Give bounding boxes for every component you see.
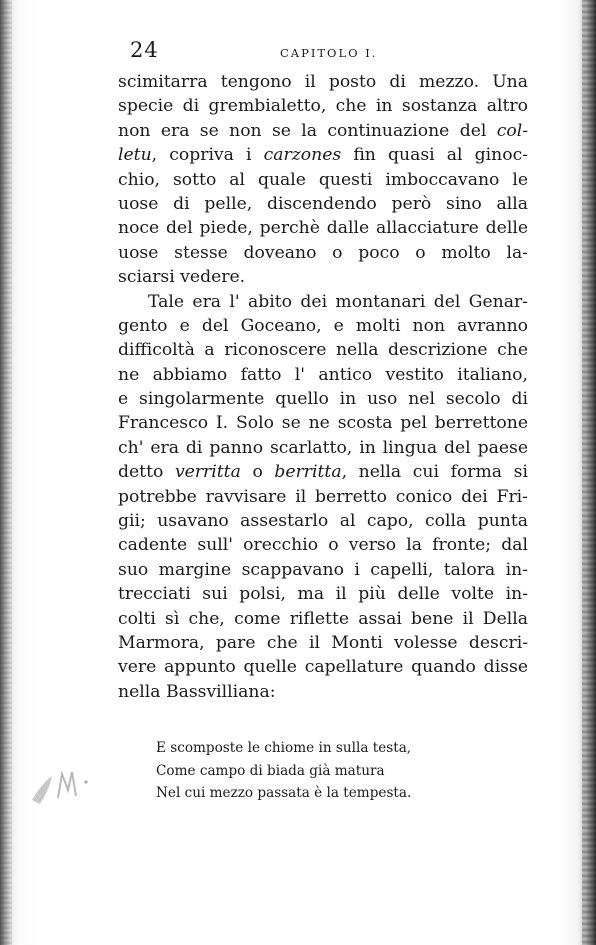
- verse-line: Come campo di biada già matura: [156, 762, 385, 779]
- text-line: [118, 119, 528, 143]
- text-line: Marmora, pare che il Monti volesse descri-: [118, 632, 528, 653]
- body-text: [118, 70, 528, 704]
- text-line: uose stesse doveano o poco o molto la-: [118, 242, 528, 263]
- ink-smudge: [28, 760, 98, 810]
- text-line: e singolarmente quello in uso nel secolo di: [118, 389, 528, 410]
- italic-term: berritta: [274, 462, 342, 483]
- text-fragment: o: [240, 462, 275, 483]
- italic-term: verritta: [174, 462, 241, 483]
- verse-line: E scomposte le chiome in sulla testa,: [156, 740, 412, 756]
- text-line: difficoltà a riconoscere nella descrizione che: [118, 340, 528, 361]
- italic-term: col-: [496, 120, 528, 141]
- text-line: nella Bassvilliana:: [118, 681, 276, 702]
- text-line: ne abbiamo fatto l' antico vestito italiano,: [118, 364, 528, 385]
- text-line: trecciati sui polsi, ma il più delle volte in-: [118, 584, 528, 605]
- italic-term: letu: [118, 145, 152, 166]
- text-fragment: non era se non se la continuazione del: [118, 120, 497, 141]
- text-line: cadente sull' orecchio o verso la fronte; dal: [118, 535, 528, 556]
- verse-line: Nel cui mezzo passata è la tempesta.: [156, 785, 412, 801]
- text-line: sciarsi vedere.: [118, 267, 246, 288]
- page-edge-right: [582, 0, 596, 945]
- text-line: vere appunto quelle capellature quando disse: [118, 657, 528, 678]
- italic-term: carzones: [263, 145, 342, 166]
- page-edge-left: [0, 0, 12, 945]
- text-line: noce del piede, perchè dalle allacciature delle: [118, 218, 528, 239]
- page-number: 24: [130, 38, 159, 62]
- text-line: uose di pelle, discendendo però sino alla: [118, 193, 528, 214]
- text-line: Francesco I. Solo se ne scosta pel berrettone: [118, 413, 528, 434]
- text-line: colti sì che, come riflette assai bene il Della: [118, 608, 528, 629]
- page-header: [130, 38, 530, 62]
- verse-quotation: [156, 737, 456, 805]
- running-head: CAPITOLO I.: [280, 46, 378, 60]
- text-line: chio, sotto al quale questi imboccavano le: [118, 169, 528, 190]
- text-line: gento e del Goceano, e molti non avranno: [118, 315, 528, 336]
- text-line: specie di grembialetto, che in sostanza altro: [118, 96, 528, 117]
- text-line: [118, 143, 528, 167]
- text-line: suo margine scappavano i capelli, talora in-: [118, 559, 528, 580]
- text-line: potrebbe ravvisare il berretto conico dei Fri-: [118, 486, 528, 507]
- text-line: gii; usavano assestarlo al capo, colla punta: [118, 511, 528, 532]
- text-line: ch' era di panno scarlatto, in lingua del paese: [118, 437, 528, 458]
- text-fragment: , nella cui forma si: [341, 462, 528, 483]
- text-line: Tale era l' abito dei montanari del Genar-: [148, 291, 528, 312]
- text-fragment: fin quasi al ginoc-: [341, 145, 528, 166]
- text-line: scimitarra tengono il posto di mezzo. Una: [118, 72, 528, 92]
- text-fragment: , copriva i: [151, 145, 264, 166]
- text-line: [118, 460, 528, 484]
- text-fragment: detto: [118, 462, 175, 483]
